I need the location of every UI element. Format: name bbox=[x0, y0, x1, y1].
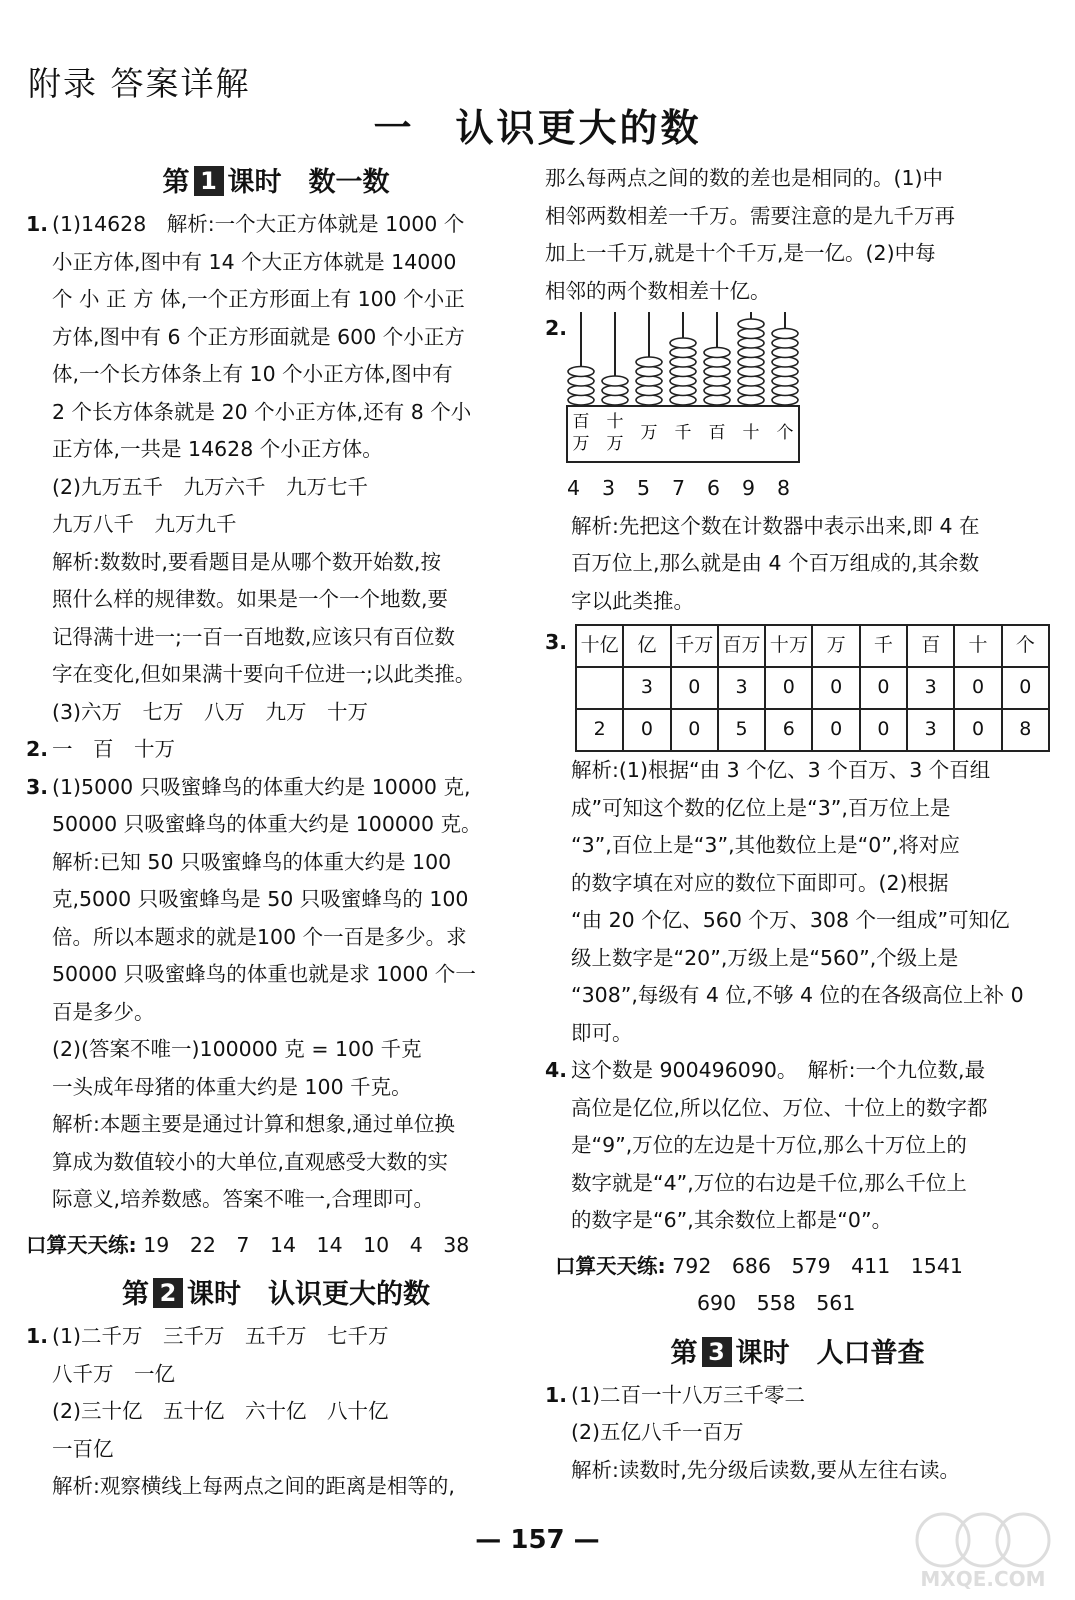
answer-line: 1. (1)二百一十八万三千零二 bbox=[545, 1382, 806, 1407]
answer-line: 2. 一 百 十万 bbox=[26, 737, 175, 761]
abacus-bead bbox=[670, 395, 696, 405]
table-cell: 0 bbox=[623, 709, 670, 751]
analysis-line: 高位是亿位,所以亿位、万位、十位上的数字都 bbox=[571, 1095, 988, 1120]
table-cell: 6 bbox=[765, 709, 812, 751]
abacus-bead bbox=[738, 329, 764, 339]
analysis-line: 解析:数数时,要看题目是从哪个数开始数,按 bbox=[52, 549, 441, 574]
analysis-line: 算成为数值较小的大单位,直观感受大数的实 bbox=[52, 1149, 449, 1174]
table-header-cell: 十万 bbox=[765, 625, 812, 667]
abacus-digit: 3 bbox=[602, 476, 616, 500]
abacus-place-label: 个 bbox=[776, 423, 794, 443]
table-header-cell: 个 bbox=[1002, 625, 1049, 667]
answer-line: 4. 这个数是 900496090。 解析:一个九位数,最 bbox=[545, 1058, 986, 1082]
abacus-place-label: 千 bbox=[674, 423, 692, 443]
answer-line: (2)五亿八千一百万 bbox=[571, 1420, 744, 1444]
answer-line: (2)九万五千 九万六千 九万七千 bbox=[52, 474, 369, 499]
section-title-lesson-3: 第 3 课时 人口普查 bbox=[670, 1337, 925, 1369]
mental-math-line: 口算天天练: 792 686 579 411 1541 bbox=[555, 1253, 963, 1278]
abacus-place-label: 万 bbox=[606, 434, 624, 454]
analysis-line: 加上一千万,就是十个千万,是一亿。(2)中每 bbox=[545, 241, 936, 265]
abacus-bead bbox=[670, 376, 696, 386]
abacus-bead bbox=[568, 376, 594, 386]
table-cell: 3 bbox=[623, 667, 670, 709]
abacus-digit: 9 bbox=[742, 476, 756, 500]
analysis-line: 记得满十进一;一百一百地数,应该只有百位数 bbox=[52, 624, 455, 649]
table-cell: 3 bbox=[907, 667, 954, 709]
table-cell bbox=[576, 667, 623, 709]
analysis-line: 倍。所以本题求的就是100 个一百是多少。求 bbox=[52, 924, 467, 949]
table-header-cell: 亿 bbox=[623, 625, 670, 667]
abacus-bead bbox=[704, 357, 730, 367]
table-cell: 0 bbox=[812, 709, 859, 751]
lesson-number-badge: 2 bbox=[153, 1278, 183, 1308]
abacus-bead bbox=[704, 348, 730, 358]
answer-line: 50000 只吸蜜蜂鸟的体重大约是 100000 克。 bbox=[52, 812, 482, 836]
abacus-bead bbox=[670, 338, 696, 348]
page-number: — 157 — bbox=[475, 1525, 600, 1555]
analysis-line: 克,5000 只吸蜜蜂鸟是 50 只吸蜜蜂鸟的 100 bbox=[52, 887, 469, 911]
abacus-bead bbox=[772, 367, 798, 377]
abacus-bead bbox=[704, 367, 730, 377]
abacus-bead bbox=[772, 338, 798, 348]
abacus-bead bbox=[772, 395, 798, 405]
answer-line: 小正方体,图中有 14 个大正方体就是 14000 bbox=[52, 249, 457, 274]
question-number: 3. bbox=[545, 630, 568, 654]
table-header-cell: 十 bbox=[954, 625, 1001, 667]
answer-line: 体,一个长方体条上有 10 个小正方体,图中有 bbox=[52, 362, 453, 386]
table-header-cell: 千 bbox=[860, 625, 907, 667]
answer-line: 个 小 正 方 体,一个正方形面上有 100 个小正 bbox=[52, 287, 465, 311]
abacus-bead bbox=[704, 376, 730, 386]
left-column bbox=[26, 160, 526, 1506]
abacus-diagram bbox=[565, 310, 825, 470]
answer-line: (3)六万 七万 八万 九万 十万 bbox=[52, 699, 369, 724]
abacus-place-label: 十 bbox=[606, 412, 624, 432]
answer-line: (2)三十亿 五十亿 六十亿 八十亿 bbox=[52, 1399, 389, 1423]
abacus-bead bbox=[602, 376, 628, 386]
analysis-line: 百万位上,那么就是由 4 个百万组成的,其余数 bbox=[571, 551, 980, 575]
place-value-table bbox=[575, 624, 1050, 752]
abacus-bead bbox=[772, 386, 798, 396]
answer-line: 1. (1)二千万 三千万 五千万 七千万 bbox=[26, 1324, 389, 1348]
table-header-cell: 百 bbox=[907, 625, 954, 667]
analysis-line: 字以此类推。 bbox=[571, 588, 694, 613]
table-cell: 0 bbox=[765, 667, 812, 709]
answer-line: 九万八千 九万九千 bbox=[52, 512, 237, 536]
answer-line: 方体,图中有 6 个正方形面就是 600 个小正方 bbox=[52, 324, 465, 349]
question-number: 2. bbox=[545, 316, 568, 340]
analysis-line: 的数字填在对应的数位下面即可。(2)根据 bbox=[571, 870, 949, 895]
analysis-line: 的数字是“6”,其余数位上都是“0”。 bbox=[571, 1208, 893, 1232]
table-cell: 0 bbox=[812, 667, 859, 709]
abacus-block bbox=[545, 310, 1050, 470]
table-cell: 0 bbox=[860, 667, 907, 709]
svg-text:MXQE.COM: MXQE.COM bbox=[920, 1567, 1046, 1591]
analysis-line: 百是多少。 bbox=[52, 999, 155, 1024]
table-header-cell: 万 bbox=[812, 625, 859, 667]
abacus-bead bbox=[602, 386, 628, 396]
analysis-line: 解析:本题主要是通过计算和想象,通过单位换 bbox=[52, 1112, 455, 1136]
abacus-bead bbox=[704, 386, 730, 396]
abacus-bead bbox=[568, 367, 594, 377]
abacus-bead bbox=[636, 386, 662, 396]
table-cell: 0 bbox=[860, 709, 907, 751]
table-cell: 0 bbox=[954, 709, 1001, 751]
section-title-lesson-1: 第 1 课时 数一数 bbox=[162, 167, 390, 198]
abacus-bead bbox=[772, 329, 798, 339]
abacus-bead bbox=[738, 395, 764, 405]
answer-line: 1. (1)14628 解析:一个大正方体就是 1000 个 bbox=[26, 212, 465, 236]
analysis-line: “308”,每级有 4 位,不够 4 位的在各级高位上补 0 bbox=[571, 983, 1024, 1007]
table-cell: 5 bbox=[718, 709, 765, 751]
analysis-line: 字在变化,但如果满十要向千位进一;以此类推。 bbox=[52, 662, 476, 686]
table-cell: 3 bbox=[907, 709, 954, 751]
appendix-header: 附录 答案详解 bbox=[28, 64, 251, 103]
right-column bbox=[545, 160, 1050, 1489]
abacus-place-label: 万 bbox=[572, 434, 590, 454]
table-cell: 3 bbox=[718, 667, 765, 709]
abacus-place-label: 百 bbox=[572, 412, 590, 432]
table-header-cell: 千万 bbox=[671, 625, 718, 667]
table-cell: 2 bbox=[576, 709, 623, 751]
answer-line: 2 个长方体条就是 20 个小正方体,还有 8 个小 bbox=[52, 399, 472, 424]
chapter-title: 一 认识更大的数 bbox=[373, 106, 702, 150]
abacus-place-label: 十 bbox=[742, 423, 760, 443]
abacus-digit: 8 bbox=[777, 476, 791, 500]
answer-line: 3. (1)5000 只吸蜜蜂鸟的体重大约是 10000 克, bbox=[26, 774, 471, 799]
answer-line: 八千万 一亿 bbox=[52, 1361, 175, 1386]
table-cell: 0 bbox=[671, 709, 718, 751]
analysis-line: 是“9”,万位的左边是十万位,那么十万位上的 bbox=[571, 1133, 967, 1157]
analysis-line: 相邻两数相差一千万。需要注意的是九千万再 bbox=[545, 203, 955, 228]
table-cell: 8 bbox=[1002, 709, 1049, 751]
abacus-bead bbox=[738, 338, 764, 348]
answer-line: 一头成年母猪的体重大约是 100 千克。 bbox=[52, 1074, 412, 1099]
abacus-bead bbox=[772, 376, 798, 386]
table-cell: 0 bbox=[1002, 667, 1049, 709]
analysis-line: 照什么样的规律数。如果是一个一个地数,要 bbox=[52, 587, 449, 611]
analysis-line: 即可。 bbox=[571, 1020, 633, 1045]
abacus-bead bbox=[738, 348, 764, 358]
abacus-digit: 7 bbox=[672, 476, 686, 500]
place-value-block bbox=[545, 624, 1050, 752]
abacus-digit: 4 bbox=[567, 476, 581, 500]
abacus-bead bbox=[670, 348, 696, 358]
analysis-line: 成”可知这个数的亿位上是“3”,百万位上是 bbox=[571, 795, 951, 820]
table-cell: 0 bbox=[954, 667, 1001, 709]
abacus-bead bbox=[738, 319, 764, 329]
lesson-number-badge: 1 bbox=[194, 166, 224, 196]
abacus-bead bbox=[568, 395, 594, 405]
abacus-bead bbox=[772, 357, 798, 367]
abacus-bead bbox=[670, 386, 696, 396]
lesson-number-badge: 3 bbox=[702, 1337, 732, 1367]
mental-math-line: 690 558 561 bbox=[697, 1291, 856, 1315]
watermark-logo bbox=[903, 1502, 1063, 1592]
table-cell: 0 bbox=[671, 667, 718, 709]
abacus-digit: 5 bbox=[637, 476, 651, 500]
analysis-line: 相邻的两个数相差十亿。 bbox=[545, 278, 771, 303]
abacus-place-label: 百 bbox=[708, 423, 726, 443]
abacus-bead bbox=[636, 357, 662, 367]
abacus-place-label: 万 bbox=[640, 423, 658, 443]
abacus-bead bbox=[602, 395, 628, 405]
analysis-line: “3”,百位上是“3”,其他数位上是“0”,将对应 bbox=[571, 833, 960, 857]
abacus-bead bbox=[738, 376, 764, 386]
abacus-bead bbox=[636, 367, 662, 377]
analysis-line: 数字就是“4”,万位的右边是千位,那么千位上 bbox=[571, 1170, 967, 1195]
abacus-bead bbox=[670, 367, 696, 377]
answer-line: 正方体,一共是 14628 个小正方体。 bbox=[52, 437, 383, 461]
abacus-bead bbox=[772, 348, 798, 358]
table-header-cell: 百万 bbox=[718, 625, 765, 667]
analysis-line: 解析:观察横线上每两点之间的距离是相等的, bbox=[52, 1474, 455, 1498]
answer-line: 一百亿 bbox=[52, 1436, 114, 1461]
abacus-bead bbox=[670, 357, 696, 367]
analysis-line: “由 20 个亿、560 个万、308 个一组成”可知亿 bbox=[571, 908, 1010, 932]
abacus-bead bbox=[704, 395, 730, 405]
abacus-bead bbox=[738, 357, 764, 367]
analysis-line: 解析:读数时,先分级后读数,要从左往右读。 bbox=[571, 1457, 960, 1482]
abacus-digit: 6 bbox=[707, 476, 721, 500]
abacus-bead bbox=[738, 386, 764, 396]
abacus-bead bbox=[738, 367, 764, 377]
analysis-line: 级上数字是“20”,万级上是“560”,个级上是 bbox=[571, 945, 959, 970]
mental-math-line: 口算天天练: 19 22 7 14 14 10 4 38 bbox=[26, 1232, 470, 1257]
section-title-lesson-2: 第 2 课时 认识更大的数 bbox=[122, 1279, 430, 1310]
analysis-line: 50000 只吸蜜蜂鸟的体重也就是求 1000 个一 bbox=[52, 962, 476, 986]
abacus-bead bbox=[636, 395, 662, 405]
abacus-bead bbox=[636, 376, 662, 386]
abacus-digits bbox=[545, 470, 1050, 508]
answer-line: (2)(答案不唯一)100000 克 = 100 千克 bbox=[52, 1037, 422, 1061]
analysis-line: 际意义,培养数感。答案不唯一,合理即可。 bbox=[52, 1187, 435, 1211]
analysis-line: 那么每两点之间的数的差也是相同的。(1)中 bbox=[545, 166, 944, 190]
abacus-bead bbox=[568, 386, 594, 396]
analysis-line: 解析:已知 50 只吸蜜蜂鸟的体重大约是 100 bbox=[52, 849, 452, 874]
analysis-line: 解析:先把这个数在计数器中表示出来,即 4 在 bbox=[571, 513, 980, 538]
table-header-cell: 十亿 bbox=[576, 625, 623, 667]
analysis-line: 解析:(1)根据“由 3 个亿、3 个百万、3 个百组 bbox=[571, 758, 991, 782]
